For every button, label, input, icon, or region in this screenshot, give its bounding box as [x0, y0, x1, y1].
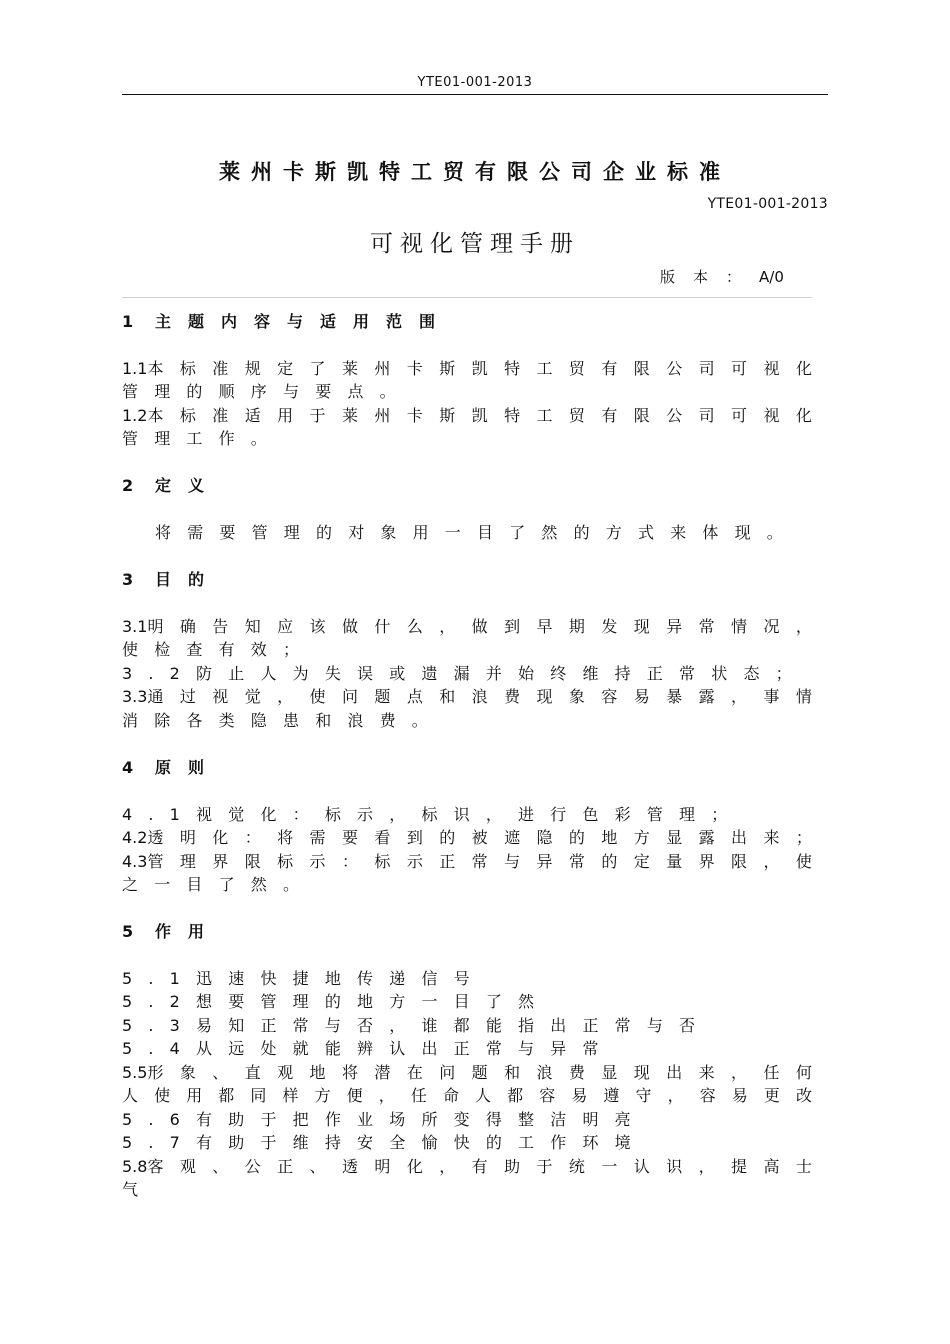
- glyph: ，: [439, 1157, 456, 1176]
- section-heading-2: [122, 474, 812, 497]
- glyph: 视: [763, 359, 780, 378]
- glyph: 需: [309, 828, 326, 847]
- glyph: 现: [633, 1063, 650, 1082]
- clause-line: [122, 357, 812, 380]
- section-heading-4: [122, 756, 812, 779]
- clause-line: [122, 685, 812, 708]
- clause-line: 5.6有助于把作业场所变得整洁明亮: [122, 1110, 647, 1129]
- glyph: 有: [471, 1157, 488, 1176]
- glyph: 露: [698, 687, 715, 706]
- glyph: 高: [763, 1157, 780, 1176]
- header-document-code: YTE01-001-2013: [417, 75, 533, 90]
- version-colon: ：: [726, 268, 742, 286]
- glyph: 示: [309, 852, 326, 871]
- glyph: 任: [763, 1063, 780, 1082]
- glyph: ：: [341, 852, 358, 871]
- glyph: ，: [731, 1063, 748, 1082]
- glyph: 界: [698, 852, 715, 871]
- glyph: 士: [795, 1157, 812, 1176]
- clause-line: 管理的顺序与要点。: [122, 382, 412, 401]
- glyph: 、: [212, 1157, 229, 1176]
- version-info: [660, 266, 784, 287]
- glyph: 直: [244, 1063, 261, 1082]
- section-number: 5: [122, 922, 134, 941]
- glyph: 标: [374, 852, 391, 871]
- glyph: 确: [179, 617, 196, 636]
- glyph: 透: [341, 1157, 358, 1176]
- glyph: 视: [212, 687, 229, 706]
- glyph: 遮: [504, 828, 521, 847]
- glyph: 改: [795, 1086, 812, 1105]
- glyph: 何: [795, 1063, 812, 1082]
- glyph: 况: [763, 617, 780, 636]
- clause-line: 5.1迅速快捷地传递信号: [122, 969, 486, 988]
- section-number: 1: [122, 312, 134, 331]
- glyph: 可: [731, 406, 748, 425]
- glyph: 示: [406, 852, 423, 871]
- glyph: 特: [504, 359, 521, 378]
- glyph: 显: [601, 1063, 618, 1082]
- glyph: 4.2透: [122, 828, 164, 847]
- glyph: 5.8客: [122, 1157, 164, 1176]
- glyph: 发: [601, 617, 618, 636]
- glyph: 明: [179, 828, 196, 847]
- clause-line: [122, 1061, 812, 1084]
- clause-line: [122, 850, 812, 873]
- manual-title: 可视化管理手册: [370, 231, 580, 257]
- header-rule: [122, 94, 828, 95]
- glyph: 象: [568, 687, 585, 706]
- glyph: 隐: [536, 828, 553, 847]
- glyph: 要: [341, 828, 358, 847]
- glyph: 贸: [568, 359, 585, 378]
- glyph: 助: [504, 1157, 521, 1176]
- glyph: 易: [571, 1086, 588, 1105]
- glyph: 守: [635, 1086, 652, 1105]
- glyph: 点: [406, 687, 423, 706]
- glyph: 样: [282, 1086, 299, 1105]
- glyph: 3.1明: [122, 617, 164, 636]
- glyph: 和: [504, 1063, 521, 1082]
- glyph: 看: [374, 828, 391, 847]
- clause-line: 管理工作。: [122, 429, 284, 448]
- glyph: 觉: [244, 687, 261, 706]
- glyph: 浪: [471, 687, 488, 706]
- clause-line: [122, 615, 812, 638]
- glyph: 观: [277, 1063, 294, 1082]
- glyph: 化: [212, 828, 229, 847]
- glyph: 都: [218, 1086, 235, 1105]
- glyph: 一: [601, 1157, 618, 1176]
- clause-line: 气: [122, 1180, 155, 1199]
- glyph: 该: [309, 617, 326, 636]
- section-heading-1: [122, 310, 812, 333]
- glyph: 常: [471, 852, 488, 871]
- glyph: 的: [568, 828, 585, 847]
- glyph: 使: [795, 852, 812, 871]
- glyph: 地: [601, 828, 618, 847]
- section-number: 3: [122, 570, 134, 589]
- glyph: 4.3管: [122, 852, 164, 871]
- glyph: 可: [731, 359, 748, 378]
- glyph: 使: [154, 1086, 171, 1105]
- glyph: 司: [698, 406, 715, 425]
- glyph: 浪: [536, 1063, 553, 1082]
- glyph: 了: [309, 359, 326, 378]
- glyph: 象: [179, 1063, 196, 1082]
- glyph: ，: [439, 617, 456, 636]
- glyph: 工: [536, 359, 553, 378]
- glyph: 认: [633, 1157, 650, 1176]
- glyph: 标: [179, 359, 196, 378]
- glyph: 、: [309, 1157, 326, 1176]
- glyph: 正: [439, 852, 456, 871]
- glyph: 么: [406, 617, 423, 636]
- glyph: 潜: [374, 1063, 391, 1082]
- glyph: 州: [374, 406, 391, 425]
- glyph: 规: [244, 359, 261, 378]
- glyph: 知: [244, 617, 261, 636]
- glyph: ，: [763, 852, 780, 871]
- glyph: 题: [471, 1063, 488, 1082]
- glyph: 斯: [439, 406, 456, 425]
- clause-line: [122, 826, 812, 849]
- clause-line: 消除各类隐患和浪费。: [122, 711, 445, 730]
- glyph: 用: [277, 406, 294, 425]
- glyph: ，: [277, 687, 294, 706]
- glyph: 的: [439, 828, 456, 847]
- glyph: 异: [666, 617, 683, 636]
- section-title: 定义: [155, 476, 222, 495]
- glyph: 限: [633, 406, 650, 425]
- glyph: 使: [309, 687, 326, 706]
- glyph: 州: [374, 359, 391, 378]
- glyph: 事: [763, 687, 780, 706]
- glyph: 常: [698, 617, 715, 636]
- glyph: 的: [601, 852, 618, 871]
- glyph: 现: [633, 617, 650, 636]
- glyph: 做: [341, 617, 358, 636]
- glyph: 费: [568, 1063, 585, 1082]
- clause-line: 5.4从远处就能辨认出正常与异常: [122, 1039, 615, 1058]
- glyph: 定: [633, 852, 650, 871]
- glyph: ，: [667, 1086, 684, 1105]
- clause-line: 3.2防止人为失误或遗漏并始终维持正常状态；: [122, 664, 808, 683]
- clause-line: 5.2想要管理的地方一目了然: [122, 992, 551, 1011]
- glyph: 限: [633, 359, 650, 378]
- glyph: 标: [277, 852, 294, 871]
- glyph: 公: [244, 1157, 261, 1176]
- version-value: A/0: [759, 268, 784, 286]
- glyph: 限: [244, 852, 261, 871]
- clause-line: [122, 404, 812, 427]
- glyph: 用: [186, 1086, 203, 1105]
- glyph: 异: [536, 852, 553, 871]
- company-standard-title: 莱州卡斯凯特工贸有限公司企业标准: [219, 160, 731, 184]
- glyph: 斯: [439, 359, 456, 378]
- glyph: 出: [666, 1063, 683, 1082]
- clause-line: 5.3易知正常与否，谁都能指出正常与否: [122, 1016, 712, 1035]
- section-number: 4: [122, 758, 134, 777]
- glyph: 来: [763, 828, 780, 847]
- glyph: 公: [666, 406, 683, 425]
- glyph: 视: [763, 406, 780, 425]
- document-code: YTE01-001-2013: [707, 196, 828, 212]
- glyph: 明: [374, 1157, 391, 1176]
- glyph: 、: [212, 1063, 229, 1082]
- title-divider: [122, 297, 812, 298]
- glyph: 便: [346, 1086, 363, 1105]
- glyph: 和: [439, 687, 456, 706]
- definition-text: 将需要管理的对象用一目了然的方式来体现。: [155, 523, 800, 542]
- glyph: 司: [698, 359, 715, 378]
- glyph: 露: [698, 828, 715, 847]
- glyph: 方: [314, 1086, 331, 1105]
- section-title: 作用: [155, 922, 222, 941]
- glyph: 有: [601, 406, 618, 425]
- glyph: 凯: [471, 406, 488, 425]
- glyph: 卡: [406, 406, 423, 425]
- version-label: 版本: [660, 268, 727, 286]
- glyph: 1.2本: [122, 406, 164, 425]
- glyph: 化: [795, 359, 812, 378]
- glyph: 人: [475, 1086, 492, 1105]
- glyph: 显: [666, 828, 683, 847]
- glyph: 限: [731, 852, 748, 871]
- section-title: 原则: [155, 758, 222, 777]
- glyph: 凯: [471, 359, 488, 378]
- glyph: 将: [277, 828, 294, 847]
- glyph: 地: [309, 1063, 326, 1082]
- glyph: ，: [795, 617, 812, 636]
- section-heading-3: [122, 568, 812, 591]
- glyph: 识: [666, 1157, 683, 1176]
- glyph: 命: [442, 1086, 459, 1105]
- glyph: 工: [536, 406, 553, 425]
- glyph: 统: [568, 1157, 585, 1176]
- glyph: 理: [179, 852, 196, 871]
- glyph: 容: [539, 1086, 556, 1105]
- glyph: 到: [504, 617, 521, 636]
- glyph: 界: [212, 852, 229, 871]
- glyph: 应: [277, 617, 294, 636]
- clause-line: [122, 1084, 812, 1107]
- section-title: 目的: [155, 570, 222, 589]
- clause-line: 使检查有效；: [122, 640, 316, 659]
- glyph: 化: [406, 1157, 423, 1176]
- glyph: 5.5形: [122, 1063, 164, 1082]
- glyph: 暴: [666, 687, 683, 706]
- glyph: 公: [666, 359, 683, 378]
- clause-line: 5.7有助于维持安全愉快的工作环境: [122, 1133, 647, 1152]
- glyph: 情: [795, 687, 812, 706]
- glyph: 更: [763, 1086, 780, 1105]
- glyph: 问: [439, 1063, 456, 1082]
- glyph: 提: [731, 1157, 748, 1176]
- glyph: 告: [212, 617, 229, 636]
- glyph: 准: [212, 359, 229, 378]
- glyph: 容: [601, 687, 618, 706]
- glyph: 3.3通: [122, 687, 164, 706]
- glyph: 方: [633, 828, 650, 847]
- glyph: 量: [666, 852, 683, 871]
- glyph: 人: [122, 1086, 139, 1105]
- glyph: 遵: [603, 1086, 620, 1105]
- glyph: 什: [374, 617, 391, 636]
- clause-line: [122, 1155, 812, 1178]
- glyph: 现: [536, 687, 553, 706]
- glyph: 于: [536, 1157, 553, 1176]
- glyph: ，: [698, 1157, 715, 1176]
- glyph: 特: [504, 406, 521, 425]
- glyph: 定: [277, 359, 294, 378]
- glyph: 来: [698, 1063, 715, 1082]
- glyph: 早: [536, 617, 553, 636]
- glyph: ，: [378, 1086, 395, 1105]
- glyph: 被: [471, 828, 488, 847]
- glyph: 于: [309, 406, 326, 425]
- glyph: ，: [731, 687, 748, 706]
- glyph: 过: [179, 687, 196, 706]
- glyph: 与: [504, 852, 521, 871]
- glyph: 标: [179, 406, 196, 425]
- glyph: 莱: [341, 406, 358, 425]
- glyph: 任: [410, 1086, 427, 1105]
- glyph: 同: [250, 1086, 267, 1105]
- glyph: 1.1本: [122, 359, 164, 378]
- glyph: 贸: [568, 406, 585, 425]
- glyph: 准: [212, 406, 229, 425]
- clause-line: 之一目了然。: [122, 875, 316, 894]
- glyph: 化: [795, 406, 812, 425]
- glyph: 在: [406, 1063, 423, 1082]
- glyph: 卡: [406, 359, 423, 378]
- glyph: 容: [699, 1086, 716, 1105]
- glyph: 题: [374, 687, 391, 706]
- glyph: 都: [507, 1086, 524, 1105]
- glyph: 常: [568, 852, 585, 871]
- glyph: 莱: [341, 359, 358, 378]
- glyph: 易: [731, 1086, 748, 1105]
- glyph: 做: [471, 617, 488, 636]
- clause-line: 4.1视觉化：标示，标识，进行色彩管理；: [122, 805, 744, 824]
- glyph: 易: [633, 687, 650, 706]
- glyph: 情: [731, 617, 748, 636]
- glyph: 适: [244, 406, 261, 425]
- glyph: 期: [568, 617, 585, 636]
- glyph: ：: [244, 828, 261, 847]
- section-title: 主题内容与适用范围: [155, 312, 453, 331]
- glyph: 观: [179, 1157, 196, 1176]
- glyph: 将: [341, 1063, 358, 1082]
- glyph: 正: [277, 1157, 294, 1176]
- glyph: 问: [341, 687, 358, 706]
- glyph: 到: [406, 828, 423, 847]
- glyph: 出: [731, 828, 748, 847]
- section-heading-5: [122, 920, 812, 943]
- section-number: 2: [122, 476, 134, 495]
- glyph: 费: [504, 687, 521, 706]
- glyph: ；: [795, 828, 812, 847]
- glyph: 有: [601, 359, 618, 378]
